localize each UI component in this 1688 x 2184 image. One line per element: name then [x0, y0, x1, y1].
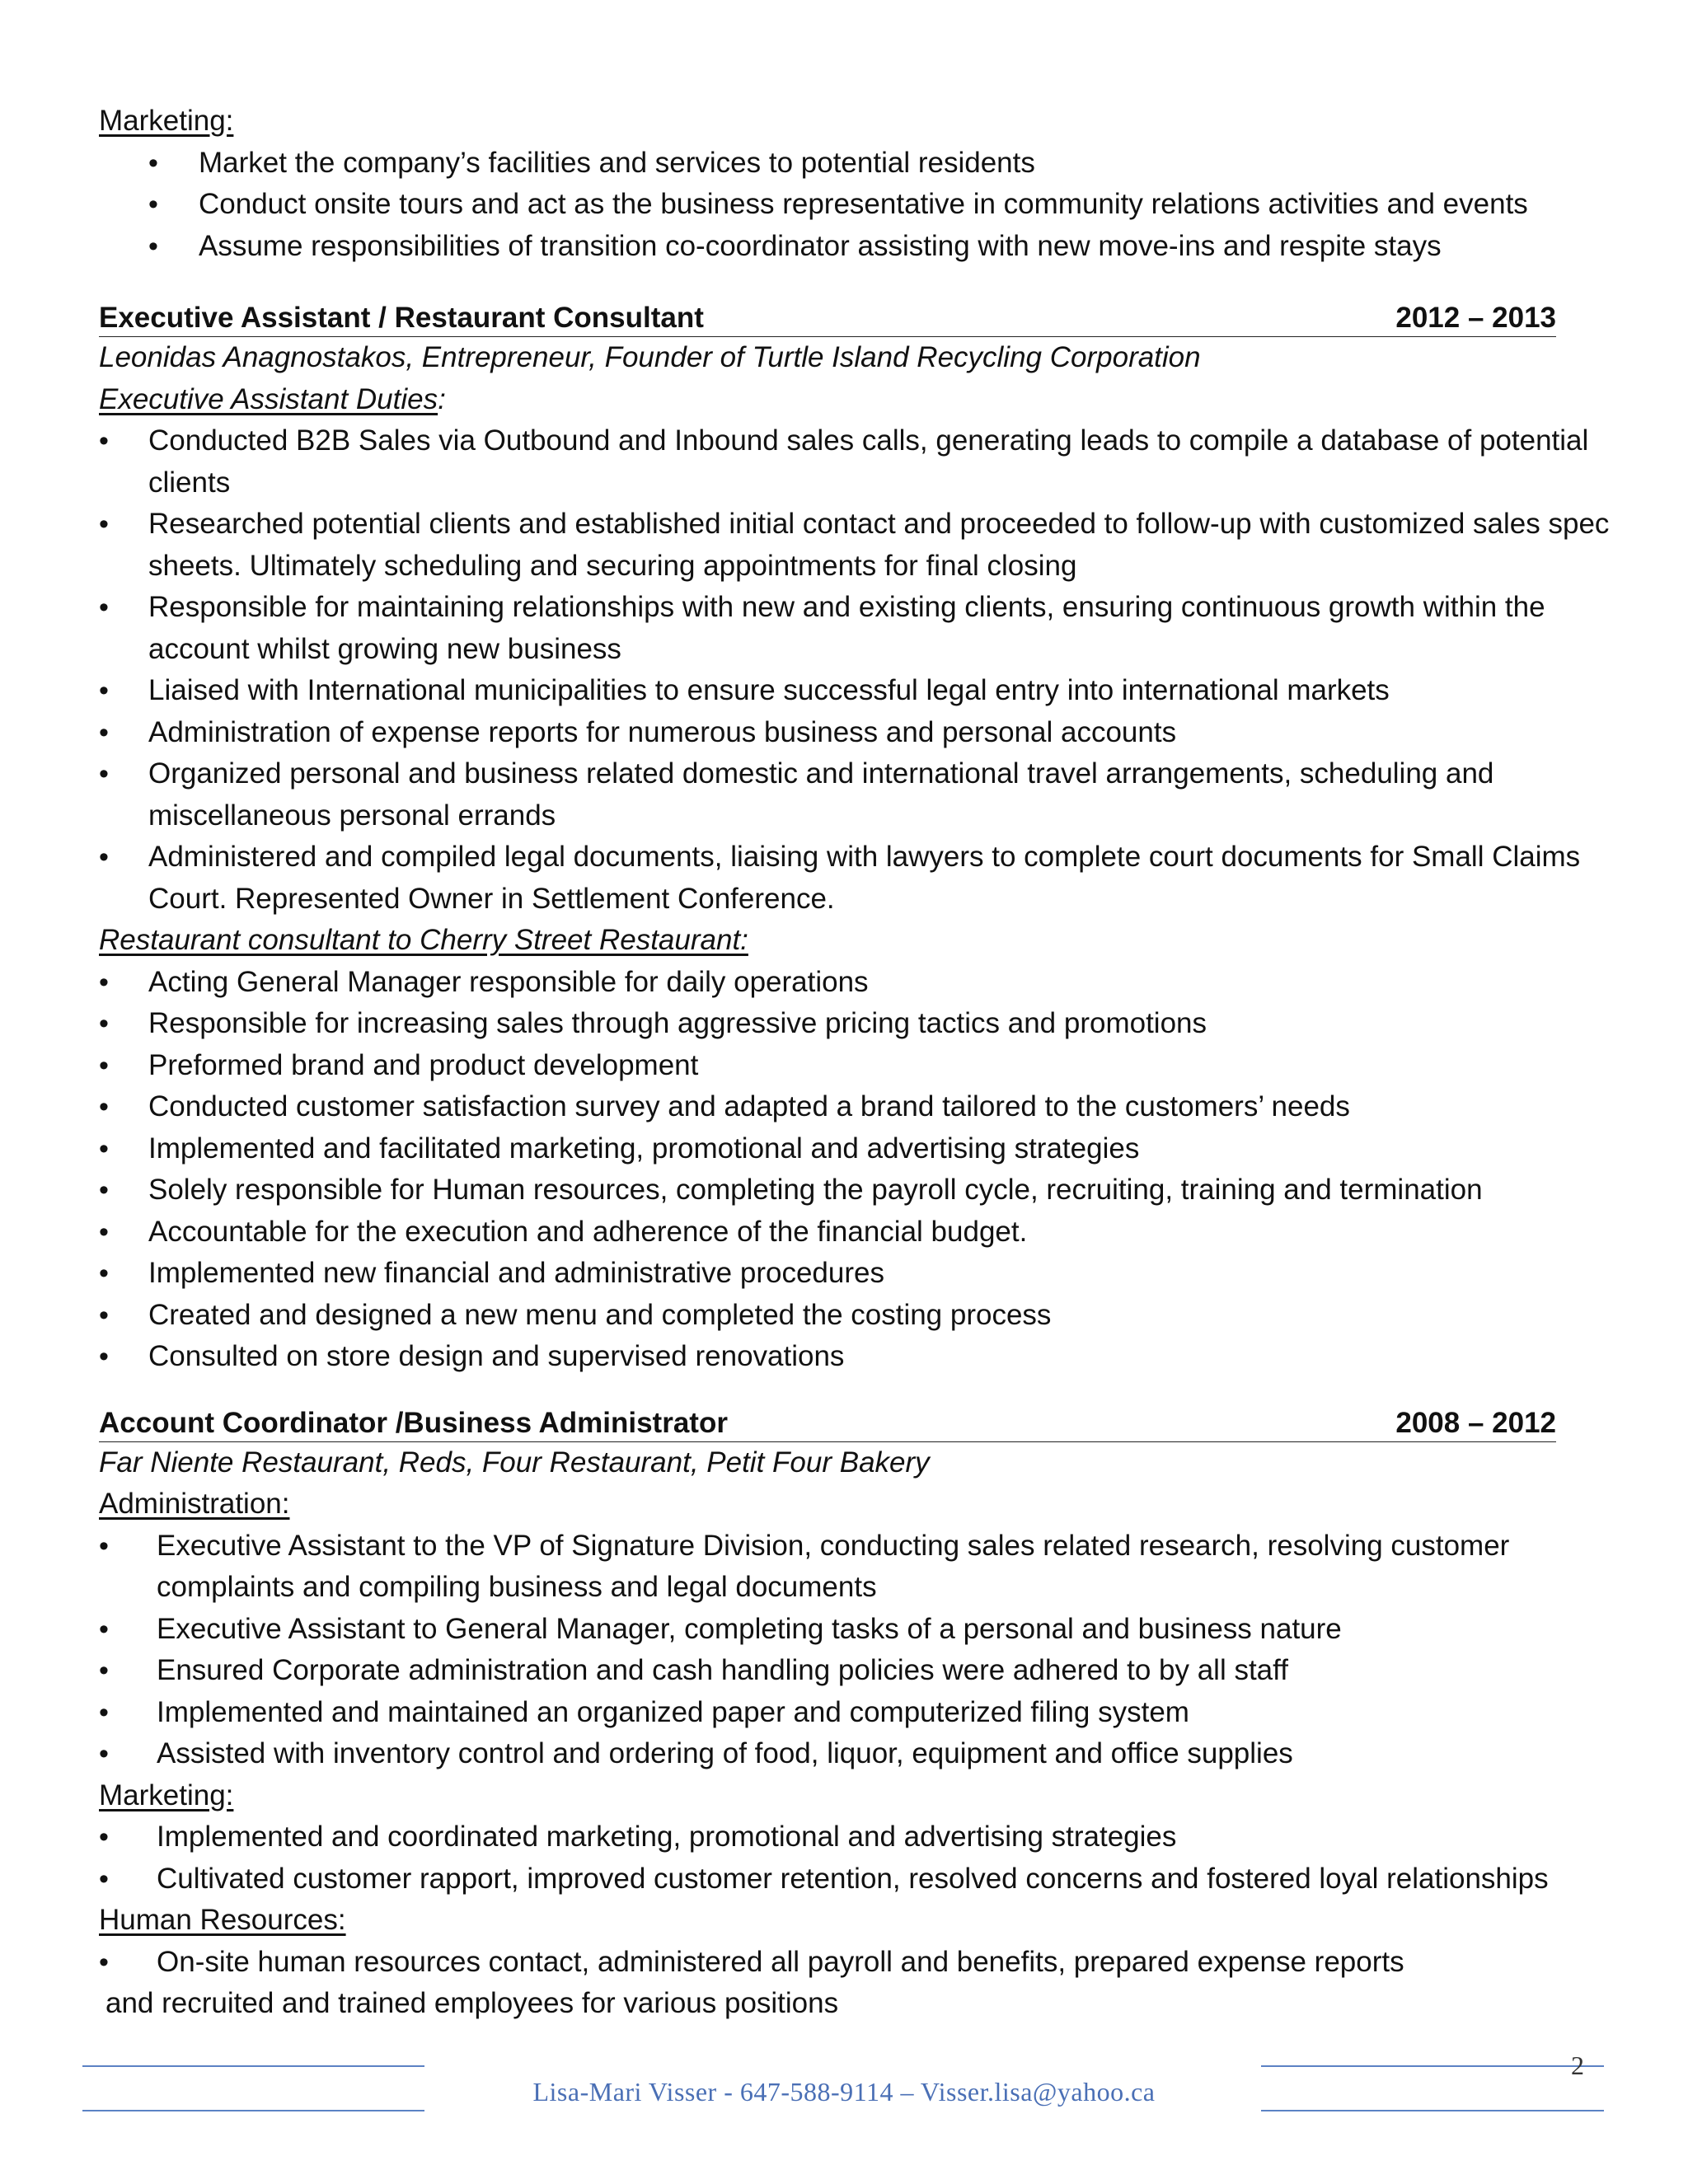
list-item-text: Administration of expense reports for numerous business and personal accounts	[148, 715, 1177, 748]
job1-duties-list	[99, 420, 1648, 920]
list-item-text: Assisted with inventory control and ordering of food, liquor, equipment and office supplies	[157, 1737, 1293, 1769]
footer-rule-top-right	[1261, 2065, 1604, 2067]
bullet-icon: •	[99, 592, 109, 623]
list-item	[99, 1526, 1648, 1609]
list-item	[99, 1650, 1648, 1692]
list-item-text: Executive Assistant to the VP of Signature Division, conducting sales related research, resolving customer complaints and compiling business and legal documents	[157, 1529, 1510, 1603]
job2-title-row	[99, 1405, 1556, 1442]
bullet-icon: •	[148, 189, 158, 220]
list-item	[99, 226, 1648, 268]
list-item-text: Researched potential clients and established initial contact and proceeded to follow-up with customized sales spec sheets. Ultimately scheduling and securing appointments for final closing	[148, 508, 1610, 582]
list-item-text: Implemented and coordinated marketing, promotional and advertising strategies	[157, 1821, 1177, 1853]
footer-contact: Lisa-Mari Visser - 647-588-9114 – Visser.lisa@yahoo.ca	[532, 2077, 1156, 2107]
job2-hr-continuation: and recruited and trained employees for various positions	[106, 1987, 839, 2019]
list-item-text: Responsible for maintaining relationships with new and existing clients, ensuring continuous growth within the account whilst growing new business	[148, 591, 1545, 665]
bullet-icon: •	[99, 1091, 109, 1122]
bullet-icon: •	[148, 230, 158, 262]
section-spacer	[99, 267, 1648, 300]
bullet-icon: •	[99, 966, 109, 998]
bullet-icon: •	[99, 1008, 109, 1039]
list-item	[99, 712, 1648, 754]
bullet-icon: •	[99, 1821, 109, 1853]
bullet-icon: •	[148, 147, 158, 179]
bullet-icon: •	[99, 1258, 109, 1289]
job1-title-row	[99, 300, 1556, 337]
list-item-text: On-site human resources contact, administered all payroll and benefits, prepared expense reports	[157, 1945, 1404, 1978]
list-item	[99, 1253, 1648, 1295]
list-item-text: Conducted customer satisfaction survey and adapted a brand tailored to the customers’ needs	[148, 1090, 1350, 1122]
bullet-icon: •	[99, 1696, 109, 1728]
list-item	[99, 1128, 1648, 1170]
bullet-icon: •	[99, 675, 109, 706]
list-item-text: Conduct onsite tours and act as the business representative in community relations activities and events	[199, 188, 1528, 220]
bullet-icon: •	[99, 1299, 109, 1331]
list-item	[99, 670, 1648, 712]
list-item-text: Implemented and maintained an organized paper and computerized filing system	[157, 1695, 1189, 1728]
list-item	[99, 837, 1648, 920]
list-item	[99, 1003, 1648, 1045]
job1-title: Executive Assistant / Restaurant Consultant	[99, 302, 704, 334]
list-item-text: Responsible for increasing sales through aggressive pricing tactics and promotions	[148, 1007, 1207, 1039]
list-item	[99, 962, 1648, 1004]
bullet-icon: •	[99, 1216, 109, 1248]
job2-hr-heading: Human Resources:	[99, 1904, 346, 1936]
footer-rule-bottom-left	[82, 2110, 424, 2111]
bullet-icon: •	[99, 1738, 109, 1769]
list-item	[99, 504, 1648, 587]
list-item-text: Consulted on store design and supervised renovations	[148, 1340, 845, 1372]
list-item-text: Ensured Corporate administration and cash handling policies were adhered to by all staff	[157, 1654, 1288, 1686]
list-item-text: Conducted B2B Sales via Outbound and Inbound sales calls, generating leads to compile a database of potential clients	[148, 424, 1589, 499]
list-item	[99, 184, 1648, 226]
list-item	[99, 1733, 1648, 1775]
list-item-text: Preformed brand and product development	[148, 1048, 699, 1081]
footer-rule-top-left	[82, 2065, 424, 2067]
list-item-text: Liaised with International municipalities to ensure successful legal entry into international markets	[148, 674, 1390, 706]
list-item	[99, 1858, 1648, 1900]
list-item-text: Organized personal and business related domestic and international travel arrangements, scheduling and miscellaneous personal errands	[148, 757, 1494, 832]
bullet-icon: •	[99, 841, 109, 873]
list-item-text: Market the company’s facilities and services to potential residents	[199, 146, 1035, 179]
job2-marketing-list	[99, 1816, 1648, 1900]
marketing-top-list	[99, 143, 1648, 268]
bullet-icon: •	[99, 1863, 109, 1895]
list-item-text: Solely responsible for Human resources, completing the payroll cycle, recruiting, training and termination	[148, 1174, 1483, 1206]
list-item-text: Created and designed a new menu and completed the costing process	[148, 1298, 1052, 1331]
page-number: 2	[1571, 2050, 1584, 2080]
list-item	[99, 1692, 1648, 1734]
bullet-icon: •	[99, 425, 109, 457]
list-item	[99, 1295, 1648, 1337]
list-item	[99, 420, 1648, 504]
bullet-icon: •	[99, 1132, 109, 1165]
bullet-icon: •	[99, 1946, 109, 1978]
job1-consultant-list	[99, 962, 1648, 1378]
marketing-top-heading: Marketing:	[99, 105, 234, 137]
list-item	[99, 1336, 1648, 1378]
list-item-text: Assume responsibilities of transition co-coordinator assisting with new move-ins and respite stays	[199, 229, 1442, 262]
job2-hr-list	[99, 1942, 1648, 1984]
list-item-text: Acting General Manager responsible for daily operations	[148, 965, 869, 998]
list-item	[99, 143, 1648, 185]
list-item	[99, 1086, 1648, 1128]
job2-marketing-heading: Marketing:	[99, 1779, 234, 1811]
job1-employer: Leonidas Anagnostakos, Entrepreneur, Founder of Turtle Island Recycling Corporation	[99, 341, 1201, 373]
list-item	[99, 1045, 1648, 1087]
list-item-text: Executive Assistant to General Manager, completing tasks of a personal and business nature	[157, 1612, 1342, 1645]
bullet-icon: •	[99, 758, 109, 790]
bullet-icon: •	[99, 1174, 109, 1206]
list-item-text: Implemented new financial and administrative procedures	[148, 1257, 884, 1289]
job1-dates: 2012 – 2013	[1395, 302, 1556, 334]
list-item	[99, 1942, 1648, 1984]
list-item	[99, 587, 1648, 670]
resume-body	[99, 101, 1648, 2025]
list-item	[99, 1816, 1648, 1858]
list-item	[99, 1169, 1648, 1212]
bullet-icon: •	[99, 1341, 109, 1372]
job1-duties-heading-row	[99, 379, 1648, 421]
list-item	[99, 1609, 1648, 1651]
bullet-icon: •	[99, 1613, 109, 1645]
bullet-icon: •	[99, 1049, 109, 1081]
list-item-text: Administered and compiled legal documents, liaising with lawyers to complete court documents for Small Claims Court. Represented Owner in Settlement Conference.	[148, 841, 1581, 915]
bullet-icon: •	[99, 1655, 109, 1686]
section-spacer	[99, 1378, 1648, 1405]
bullet-icon: •	[99, 716, 109, 748]
footer-rule-bottom-right	[1261, 2110, 1604, 2111]
job1-duties-heading: Executive Assistant Duties	[99, 382, 438, 415]
job2-admin-list	[99, 1526, 1648, 1775]
list-item	[99, 753, 1648, 837]
bullet-icon: •	[99, 509, 109, 540]
job2-dates: 2008 – 2012	[1395, 1406, 1556, 1439]
job2-employer: Far Niente Restaurant, Reds, Four Restaurant, Petit Four Bakery	[99, 1446, 930, 1479]
list-item	[99, 1212, 1648, 1254]
list-item-text: Accountable for the execution and adherence of the financial budget.	[148, 1215, 1028, 1248]
job1-consultant-heading: Restaurant consultant to Cherry Street Restaurant:	[99, 924, 748, 956]
list-item-text: Cultivated customer rapport, improved customer retention, resolved concerns and fostered loyal relationships	[157, 1862, 1549, 1895]
job1-duties-colon: :	[438, 382, 446, 415]
job2-admin-heading: Administration:	[99, 1488, 290, 1520]
list-item-text: Implemented and facilitated marketing, promotional and advertising strategies	[148, 1132, 1140, 1165]
bullet-icon: •	[99, 1530, 109, 1562]
job2-title: Account Coordinator /Business Administrator	[99, 1406, 728, 1439]
